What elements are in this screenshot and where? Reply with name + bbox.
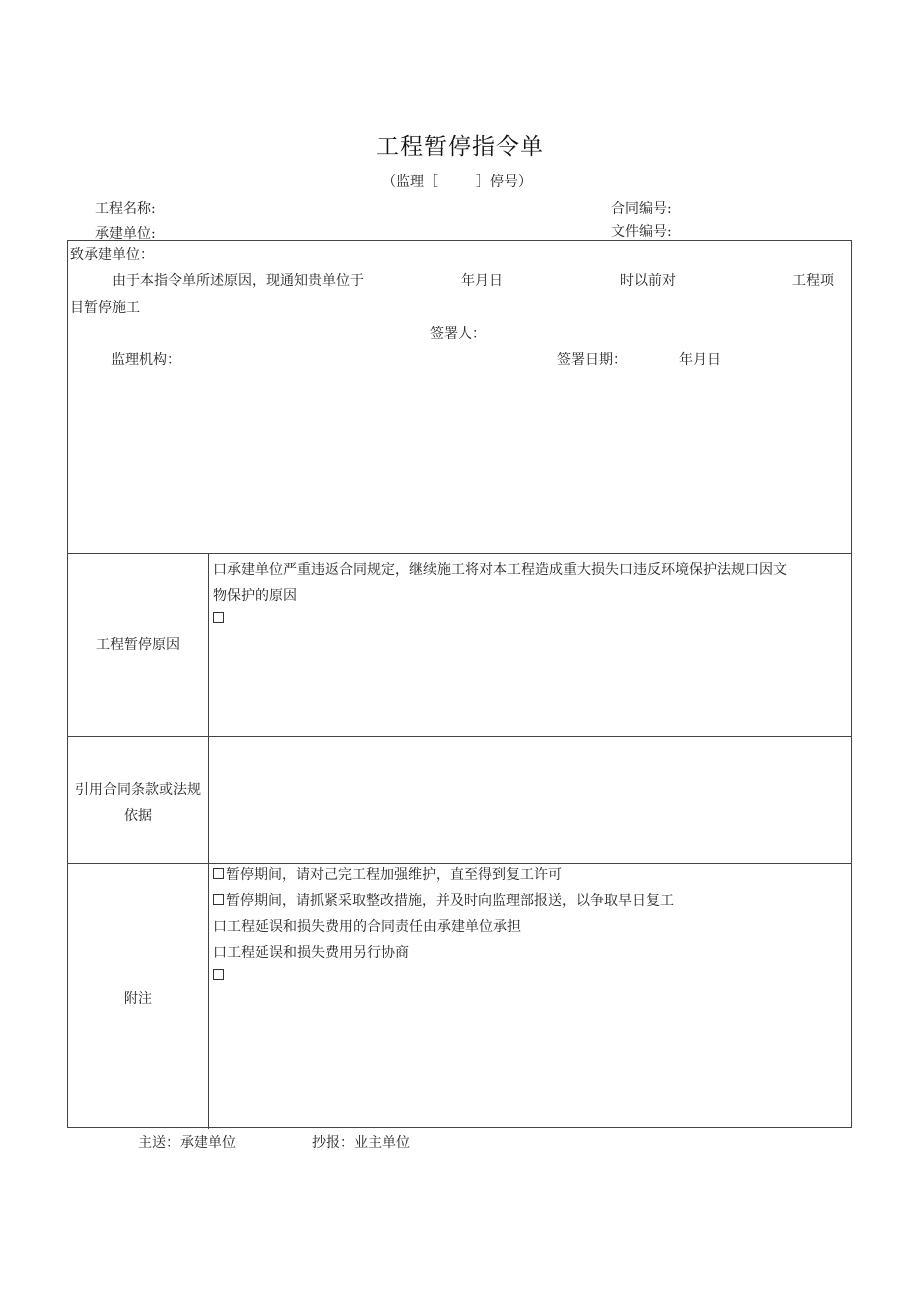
subtitle-open: （监理［ — [382, 174, 438, 190]
project-name-label: 工程名称: — [95, 201, 156, 217]
addressee: 致承建单位： — [70, 247, 154, 263]
notice-body-time: 时以前对 — [620, 273, 676, 289]
notes-label: 附注 — [124, 991, 152, 1007]
notes-option-other[interactable] — [213, 968, 226, 984]
notes-option-4: 口工程延误和损失费用另行协商 — [213, 945, 409, 961]
notes-option-2[interactable] — [213, 890, 674, 910]
file-no-label: 文件编号: — [611, 224, 672, 240]
sign-date-label: 签署日期： — [557, 352, 627, 368]
contract-no-label: 合同编号: — [611, 201, 672, 217]
subtitle-close: ］停号） — [476, 174, 532, 190]
notice-body-date: 年月日 — [461, 273, 503, 289]
signer-label: 签署人： — [430, 326, 486, 342]
notes-option-2-text: 暂停期间，请抓紧采取整改措施，并及时向监理部报送，以争取早日复工 — [226, 893, 674, 909]
checkbox-icon[interactable] — [213, 868, 224, 879]
notice-body-part1: 由于本指令单所述原因，现通知贵单位于 — [112, 273, 364, 289]
order-form — [67, 240, 852, 1128]
copy-to: 抄报：业主单位 — [312, 1135, 410, 1151]
divider — [68, 736, 851, 737]
contractor-label: 承建单位: — [95, 226, 156, 242]
notice-body-project: 工程项 — [792, 273, 834, 289]
reason-label: 工程暂停原因 — [96, 637, 180, 653]
column-divider — [208, 553, 209, 1129]
basis-label-line1: 引用合同条款或法规 — [75, 782, 201, 798]
notes-option-3: 口工程延误和损失费用的合同责任由承建单位承担 — [213, 919, 521, 935]
checkbox-icon[interactable] — [213, 612, 224, 623]
reason-option-1-line1: 口承建单位严重违返合同规定，继续施工将对本工程造成重大损失口违反环境保护法规口因文 — [213, 562, 787, 578]
notice-body-line2: 目暂停施工 — [70, 300, 140, 316]
divider — [68, 553, 851, 554]
basis-label-line2: 依据 — [124, 808, 152, 824]
reason-option-1-line2: 物保护的原因 — [213, 588, 297, 604]
notes-option-1[interactable] — [213, 864, 562, 884]
notes-option-1-text: 暂停期间，请对己完工程加强维护，直至得到复工许可 — [226, 867, 562, 883]
page-title: 工程暂停指令单 — [376, 134, 544, 160]
agency-label: 监理机构： — [111, 352, 181, 368]
reason-option-other[interactable] — [213, 611, 226, 627]
sign-date-value: 年月日 — [679, 352, 721, 368]
checkbox-icon[interactable] — [213, 894, 224, 905]
checkbox-icon[interactable] — [213, 969, 224, 980]
send-to: 主送：承建单位 — [138, 1135, 236, 1151]
